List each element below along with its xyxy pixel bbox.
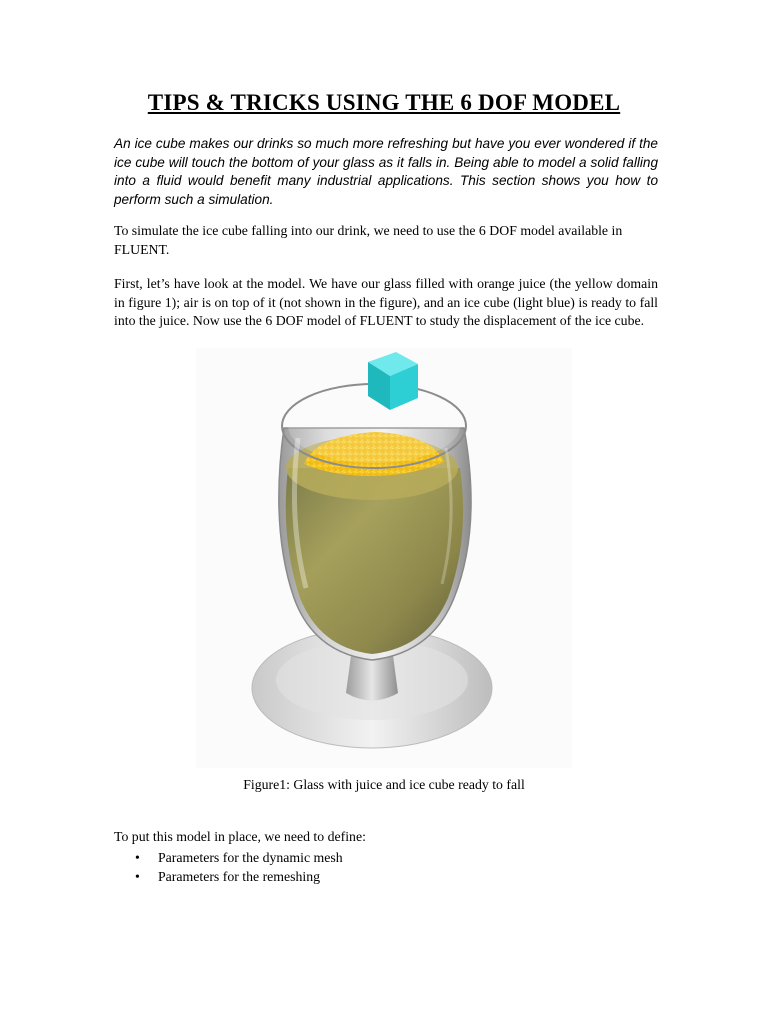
figure-glass-illustration [196,348,572,768]
bullet-icon: • [135,869,140,884]
paragraph-model-description: First, let’s have look at the model. We have our glass filled with orange juice (the yellow domain in figure 1); air is on top of it (not shown in the figure), and an ice cube (light blue) is ready to fall into the juice. Now use the 6 DOF model of FLUENT to study the displacement of the ice cube. [114,276,658,328]
figure-caption: Figure1: Glass with juice and ice cube ready to fall [243,777,525,792]
list-item [114,848,343,867]
intro-paragraph: An ice cube makes our drinks so much more refreshing but have you ever wondered if the ice cube will touch the bottom of your glass as it falls in. Being able to model a solid falling into a fluid would benefit many industrial applications. This section shows you how to perform such a simulation. [114,136,658,207]
list-item [114,867,343,886]
bullet-icon: • [135,850,140,865]
parameter-list [114,848,343,886]
list-item-label: Parameters for the remeshing [158,869,321,884]
list-lead: To put this model in place, we need to define: [114,829,366,844]
page-title: TIPS & TRICKS USING THE 6 DOF MODEL [147,90,621,115]
glass-rim-inner [288,389,460,463]
list-item-label: Parameters for the dynamic mesh [158,850,343,865]
paragraph-simulate: To simulate the ice cube falling into our drink, we need to use the 6 DOF model available in FLUENT. [114,223,623,257]
